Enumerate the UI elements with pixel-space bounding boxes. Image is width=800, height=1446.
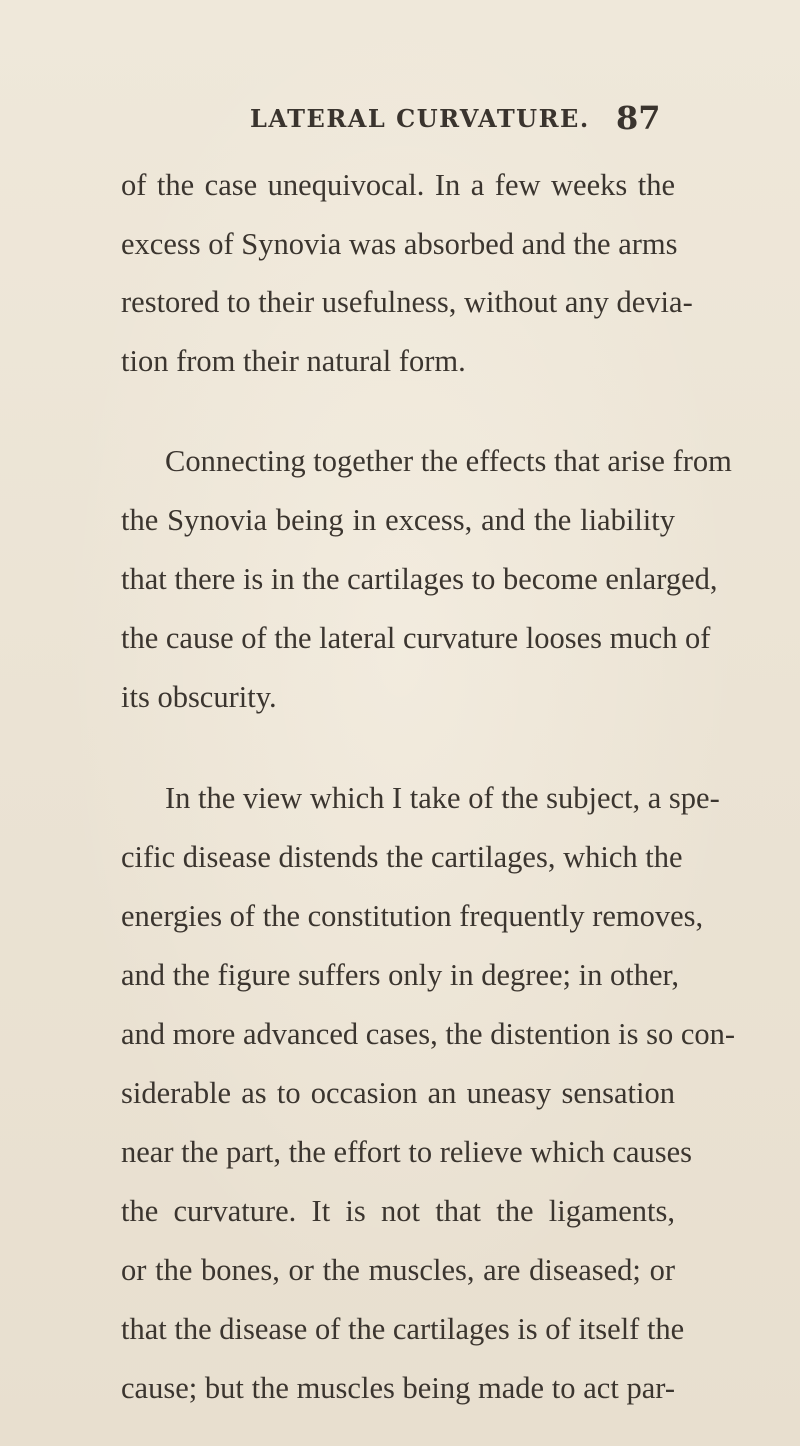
text-line: Connecting together the effects that arise from xyxy=(165,444,732,478)
page-number: 87 xyxy=(616,99,661,137)
text-line: the cause of the lateral curvature looses much of xyxy=(121,621,711,655)
text-line: the curvature. It is not that the ligaments, xyxy=(121,1194,675,1228)
text-line: or the bones, or the muscles, are diseased; or xyxy=(121,1253,675,1287)
text-line: cause; but the muscles being made to act par- xyxy=(121,1371,675,1405)
text-line: siderable as to occasion an uneasy sensation xyxy=(121,1076,675,1110)
text-line: near the part, the effort to relieve which causes xyxy=(121,1135,693,1169)
text-line: that there is in the cartilages to become enlarged, xyxy=(121,562,718,596)
running-head: LATERAL CURVATURE. xyxy=(250,104,590,133)
text-line: excess of Synovia was absorbed and the arms xyxy=(121,227,678,261)
text-line: the Synovia being in excess, and the liability xyxy=(121,503,675,537)
text-line: cific disease distends the cartilages, which the xyxy=(121,840,683,874)
text-line: energies of the constitution frequently removes, xyxy=(121,899,704,933)
text-line: and more advanced cases, the distention is so con- xyxy=(121,1017,736,1051)
text-line: and the figure suffers only in degree; in other, xyxy=(121,958,680,992)
text-line: restored to their usefulness, without any devia- xyxy=(121,285,693,319)
text-line: In the view which I take of the subject, a spe- xyxy=(165,781,720,815)
text-line: its obscurity. xyxy=(121,680,277,714)
text-line: tion from their natural form. xyxy=(121,344,466,378)
text-line: of the case unequivocal. In a few weeks the xyxy=(121,168,675,202)
text-line: that the disease of the cartilages is of itself the xyxy=(121,1312,685,1346)
